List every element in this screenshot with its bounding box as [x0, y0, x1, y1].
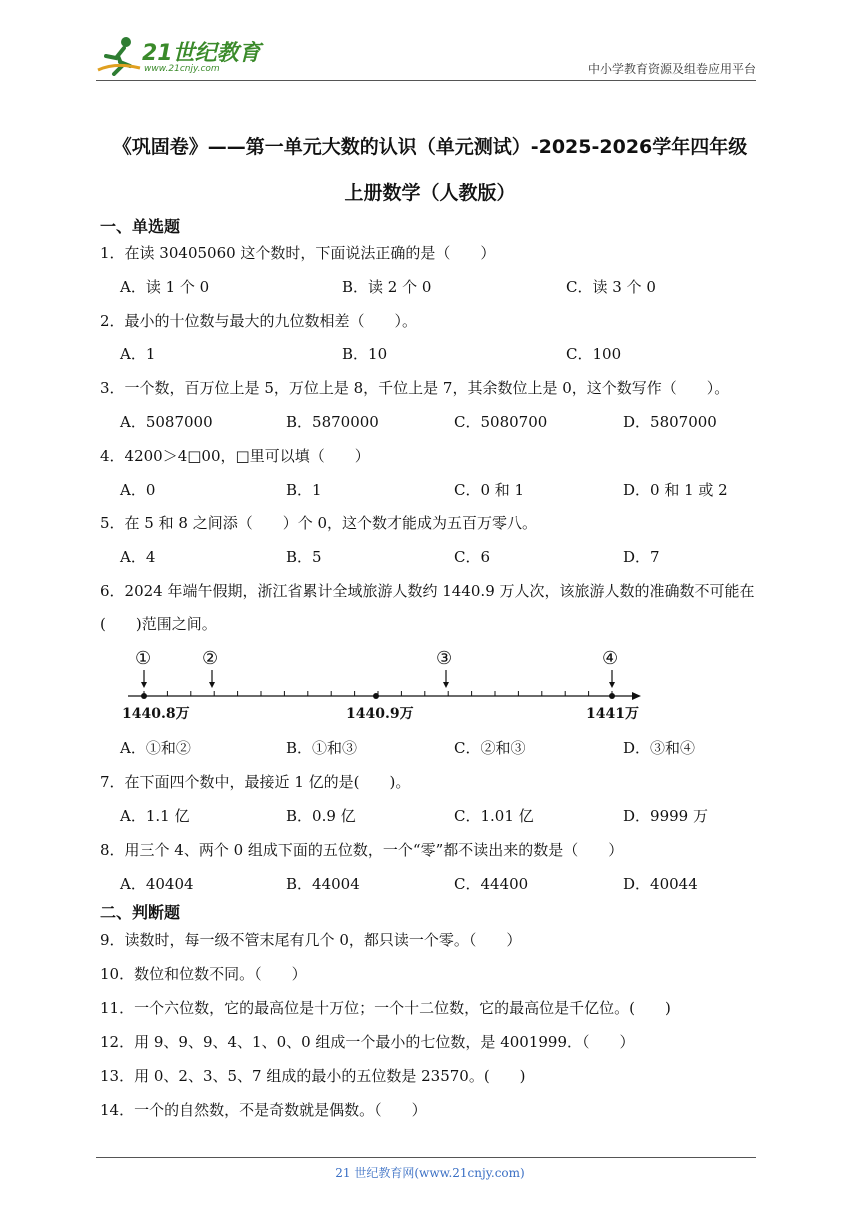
site-logo	[96, 36, 261, 80]
q5-option-d: D．7	[623, 548, 660, 566]
question-2: 2．最小的十位数与最大的九位数相差（ ）。	[100, 312, 418, 330]
q2-option-b: B．10	[342, 345, 388, 363]
header-divider	[96, 80, 756, 81]
q8-option-b: B．44004	[286, 875, 360, 893]
marker-1-label: ①	[135, 648, 152, 669]
q8-option-a: A．40404	[120, 875, 194, 893]
q3-option-a: A．5087000	[120, 413, 213, 431]
label-1441: 1441万	[586, 706, 639, 722]
q7-option-b: B．0.9 亿	[286, 807, 356, 825]
section-heading-single-choice: 一、单选题	[100, 217, 181, 236]
question-10: 10．数位和位数不同。（ ）	[100, 965, 307, 983]
q4-option-a: A．0	[120, 481, 156, 499]
q8-option-d: D．40044	[623, 875, 698, 893]
q6-option-b: B．①和③	[286, 739, 358, 757]
q3-option-b: B．5870000	[286, 413, 379, 431]
footer-divider	[96, 1157, 756, 1158]
point-1441	[609, 693, 615, 699]
label-1440.8: 1440.8万	[122, 706, 190, 722]
q3-option-d: D．5807000	[623, 413, 717, 431]
q4-option-b: B．1	[286, 481, 322, 499]
marker-2-label: ②	[202, 648, 219, 669]
question-14: 14．一个的自然数，不是奇数就是偶数。（ ）	[100, 1101, 427, 1119]
question-8: 8．用三个 4、两个 0 组成下面的五位数，一个“零”都不读出来的数是（ ）	[100, 841, 624, 859]
question-11: 11．一个六位数，它的最高位是十万位；一个十二位数，它的最高位是千亿位。( )	[100, 999, 671, 1017]
question-5: 5．在 5 和 8 之间添（ ）个 0，这个数才能成为五百万零八。	[100, 514, 538, 532]
question-9: 9．读数时，每一级不管末尾有几个 0，都只读一个零。（ ）	[100, 931, 522, 949]
q7-option-d: D．9999 万	[623, 807, 708, 825]
q8-option-c: C．44400	[454, 875, 529, 893]
marker-4-label: ④	[602, 648, 619, 669]
page-title-line1: 《巩固卷》——第一单元大数的认识（单元测试）-2025-2026学年四年级	[112, 136, 748, 158]
q4-option-d: D．0 和 1 或 2	[623, 481, 728, 499]
page-title-line2: 上册数学（人教版）	[344, 182, 516, 204]
question-1: 1．在读 30405060 这个数时，下面说法正确的是（ ）	[100, 244, 496, 262]
q4-option-c: C．0 和 1	[454, 481, 525, 499]
label-1440.9: 1440.9万	[346, 706, 414, 722]
marker-3-label: ③	[436, 648, 453, 669]
q2-option-a: A．1	[120, 345, 156, 363]
point-1440.9	[373, 693, 379, 699]
q1-option-a: A．读 1 个 0	[120, 278, 210, 296]
q1-option-b: B．读 2 个 0	[342, 278, 432, 296]
q3-option-c: C．5080700	[454, 413, 548, 431]
section-heading-true-false: 二、判断题	[100, 903, 181, 922]
runner-logo-icon	[96, 36, 142, 76]
q7-option-a: A．1.1 亿	[120, 807, 190, 825]
question-4: 4．4200＞4□00，□里可以填（ ）	[100, 447, 370, 465]
q5-option-c: C．6	[454, 548, 491, 566]
q5-option-a: A．4	[120, 548, 156, 566]
point-1440.8	[141, 693, 147, 699]
question-12: 12．用 9、9、9、4、1、0、0 组成一个最小的七位数，是 4001999．（ ）	[100, 1033, 635, 1051]
q6-option-d: D．③和④	[623, 739, 696, 757]
question-6-line1: 6．2024 年端午假期，浙江省累计全域旅游人数约 1440.9 万人次，该旅游人数的准确数不可能在	[100, 582, 755, 600]
number-line-figure	[120, 640, 650, 722]
q6-option-a: A．①和②	[120, 739, 191, 757]
header-platform-text: 中小学教育资源及组卷应用平台	[587, 62, 756, 76]
logo-text: 21世纪教育	[142, 41, 261, 66]
q6-option-c: C．②和③	[454, 739, 526, 757]
q2-option-c: C．100	[566, 345, 622, 363]
q1-option-c: C．读 3 个 0	[566, 278, 656, 296]
question-6-line2: ( )范围之间。	[100, 615, 217, 633]
q7-option-c: C．1.01 亿	[454, 807, 534, 825]
question-7: 7．在下面四个数中，最接近 1 亿的是( )。	[100, 773, 411, 791]
footer-link[interactable]: 21 世纪教育网(www.21cnjy.com)	[335, 1166, 525, 1180]
axis-arrow-icon	[632, 692, 641, 700]
question-3: 3．一个数，百万位上是 5，万位上是 8，千位上是 7，其余数位上是 0，这个数写作（ ）。	[100, 379, 730, 397]
q5-option-b: B．5	[286, 548, 322, 566]
logo-url: www.21cnjy.com	[144, 64, 220, 74]
question-13: 13．用 0、2、3、5、7 组成的最小的五位数是 23570。( )	[100, 1067, 526, 1085]
